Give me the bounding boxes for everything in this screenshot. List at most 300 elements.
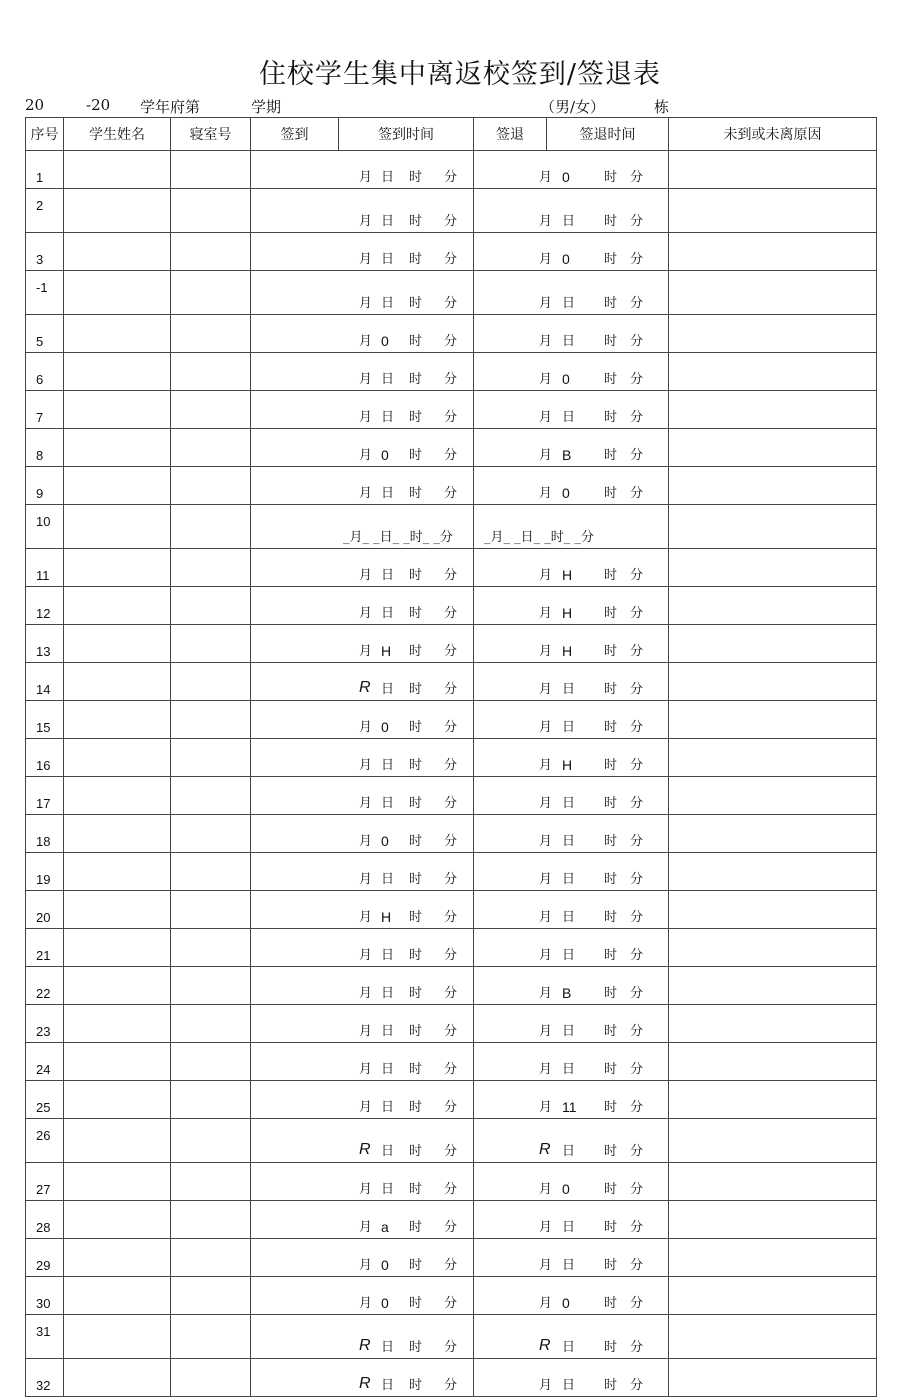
dorm-number-cell[interactable] <box>171 549 251 587</box>
reason-cell[interactable] <box>669 429 877 467</box>
minute-text: 分 <box>444 1258 458 1273</box>
reason-cell[interactable] <box>669 391 877 429</box>
table-row <box>26 967 877 1005</box>
student-name-cell[interactable] <box>64 1201 171 1239</box>
row-seq-cell: 5 <box>26 315 64 353</box>
time-fill-text: _月_ _日_ _时_ _分 <box>343 530 453 545</box>
row-seq-cell: 18 <box>26 815 64 853</box>
student-name-cell[interactable] <box>64 739 171 777</box>
year-start-label: 20 <box>25 96 45 114</box>
hour-text: 时 <box>604 334 618 349</box>
month-text: 月 <box>539 720 553 735</box>
row-seq-cell: 8 <box>26 429 64 467</box>
minute-text: 分 <box>630 606 644 621</box>
row-seq-cell: 23 <box>26 1005 64 1043</box>
reason-cell[interactable] <box>669 233 877 271</box>
academic-year-label: 学年府第 <box>140 98 201 116</box>
hour-text: 时 <box>604 296 618 311</box>
signout-time-cell <box>474 701 669 739</box>
student-name-cell[interactable] <box>64 777 171 815</box>
dorm-number-cell[interactable] <box>171 777 251 815</box>
minute-text: 分 <box>630 758 644 773</box>
day-text: 日 <box>562 948 576 963</box>
day-text: 日 <box>381 1062 395 1077</box>
reason-cell[interactable] <box>669 271 877 315</box>
reason-cell[interactable] <box>669 853 877 891</box>
signin-time-cell <box>251 233 474 271</box>
minute-text: 分 <box>444 1062 458 1077</box>
month-text: R <box>539 1337 551 1354</box>
reason-cell[interactable] <box>669 1005 877 1043</box>
signout-time-cell <box>474 1239 669 1277</box>
col-reason-header: 未到或未离原因 <box>669 118 877 151</box>
reason-cell[interactable] <box>669 353 877 391</box>
student-name-cell[interactable] <box>64 189 171 233</box>
day-text: 0 <box>562 1295 570 1311</box>
student-name-cell[interactable] <box>64 815 171 853</box>
dorm-number-cell[interactable] <box>171 1277 251 1315</box>
hour-text: 时 <box>604 606 618 621</box>
table-row <box>26 1163 877 1201</box>
signout-time-cell <box>474 391 669 429</box>
reason-cell[interactable] <box>669 701 877 739</box>
signin-time-cell <box>251 1119 474 1163</box>
reason-cell[interactable] <box>669 1081 877 1119</box>
student-name-cell[interactable] <box>64 663 171 701</box>
dorm-number-cell[interactable] <box>171 1163 251 1201</box>
minute-text: 分 <box>630 1220 644 1235</box>
student-name-cell[interactable] <box>64 151 171 189</box>
minute-text: 分 <box>630 682 644 697</box>
dorm-number-cell[interactable] <box>171 587 251 625</box>
hour-text: 时 <box>409 948 423 963</box>
hour-text: 时 <box>409 1340 423 1355</box>
row-seq-cell: 7 <box>26 391 64 429</box>
table-row <box>26 271 877 315</box>
student-name-cell[interactable] <box>64 233 171 271</box>
hour-text: 时 <box>409 1100 423 1115</box>
hour-text: 时 <box>604 568 618 583</box>
month-text: 月 <box>359 986 373 1001</box>
month-text: 月 <box>539 296 553 311</box>
hour-text: 时 <box>409 448 423 463</box>
month-text: R <box>359 1375 371 1392</box>
hour-text: 时 <box>409 1258 423 1273</box>
reason-cell[interactable] <box>669 1277 877 1315</box>
table-row <box>26 549 877 587</box>
row-seq-cell: 31 <box>26 1315 64 1359</box>
student-name-cell[interactable] <box>64 505 171 549</box>
signout-time-cell <box>474 587 669 625</box>
minute-text: 分 <box>630 410 644 425</box>
dorm-number-cell[interactable] <box>171 151 251 189</box>
day-text: 日 <box>562 334 576 349</box>
reason-cell[interactable] <box>669 777 877 815</box>
day-text: 日 <box>562 1062 576 1077</box>
reason-cell[interactable] <box>669 967 877 1005</box>
month-text: 月 <box>539 758 553 773</box>
signin-time-cell <box>251 663 474 701</box>
dorm-number-cell[interactable] <box>171 967 251 1005</box>
day-text: 日 <box>562 1340 576 1355</box>
student-name-cell[interactable] <box>64 391 171 429</box>
month-text: 月 <box>539 1182 553 1197</box>
hour-text: 时 <box>604 796 618 811</box>
table-row <box>26 505 877 549</box>
minute-text: 分 <box>630 872 644 887</box>
dorm-number-cell[interactable] <box>171 1043 251 1081</box>
student-name-cell[interactable] <box>64 967 171 1005</box>
hour-text: 时 <box>409 1024 423 1039</box>
month-text: 月 <box>359 1100 373 1115</box>
hour-text: 时 <box>604 720 618 735</box>
signout-time-cell <box>474 271 669 315</box>
student-name-cell[interactable] <box>64 549 171 587</box>
month-text: 月 <box>359 644 373 659</box>
dorm-number-cell[interactable] <box>171 853 251 891</box>
signin-time-cell <box>251 549 474 587</box>
dorm-number-cell[interactable] <box>171 815 251 853</box>
hour-text: 时 <box>604 1340 618 1355</box>
signout-time-cell <box>474 815 669 853</box>
hour-text: 时 <box>409 1296 423 1311</box>
month-text: R <box>359 1141 371 1158</box>
row-seq-cell: 9 <box>26 467 64 505</box>
table-row <box>26 891 877 929</box>
dorm-number-cell[interactable] <box>171 739 251 777</box>
row-seq-cell: 13 <box>26 625 64 663</box>
reason-cell[interactable] <box>669 1119 877 1163</box>
table-row <box>26 701 877 739</box>
hour-text: 时 <box>409 214 423 229</box>
minute-text: 分 <box>630 170 644 185</box>
student-name-cell[interactable] <box>64 315 171 353</box>
table-row <box>26 1239 877 1277</box>
dorm-number-cell[interactable] <box>171 663 251 701</box>
signin-time-cell <box>251 777 474 815</box>
time-fill-text: _月_ _日_ _时_ _分 <box>484 530 594 545</box>
hour-text: 时 <box>604 1062 618 1077</box>
hour-text: 时 <box>409 1220 423 1235</box>
row-seq-cell: 27 <box>26 1163 64 1201</box>
table-row <box>26 1315 877 1359</box>
hour-text: 时 <box>604 448 618 463</box>
signin-time-cell <box>251 587 474 625</box>
reason-cell[interactable] <box>669 1359 877 1397</box>
student-name-cell[interactable] <box>64 271 171 315</box>
dorm-number-cell[interactable] <box>171 1315 251 1359</box>
term-label: 学期 <box>251 98 282 116</box>
table-row <box>26 391 877 429</box>
reason-cell[interactable] <box>669 1043 877 1081</box>
table-row <box>26 853 877 891</box>
signout-time-cell <box>474 1163 669 1201</box>
signin-time-cell <box>251 1201 474 1239</box>
dorm-number-cell[interactable] <box>171 1359 251 1397</box>
hour-text: 时 <box>409 796 423 811</box>
table-row <box>26 467 877 505</box>
table-row <box>26 189 877 233</box>
signin-time-cell <box>251 891 474 929</box>
signout-time-cell <box>474 929 669 967</box>
day-text: H <box>381 643 392 659</box>
day-text: 0 <box>381 1295 389 1311</box>
student-name-cell[interactable] <box>64 891 171 929</box>
month-text: 月 <box>539 568 553 583</box>
signin-time-cell <box>251 315 474 353</box>
signin-time-cell <box>251 391 474 429</box>
dorm-number-cell[interactable] <box>171 315 251 353</box>
row-seq-cell: 24 <box>26 1043 64 1081</box>
student-name-cell[interactable] <box>64 1005 171 1043</box>
signin-time-cell <box>251 701 474 739</box>
signout-time-cell <box>474 1277 669 1315</box>
table-row <box>26 1119 877 1163</box>
month-text: 月 <box>359 372 373 387</box>
minute-text: 分 <box>444 758 458 773</box>
hour-text: 时 <box>604 758 618 773</box>
day-text: 日 <box>381 1100 395 1115</box>
minute-text: 分 <box>630 1378 644 1393</box>
reason-cell[interactable] <box>669 815 877 853</box>
reason-cell[interactable] <box>669 587 877 625</box>
hour-text: 时 <box>604 644 618 659</box>
row-seq-cell: 28 <box>26 1201 64 1239</box>
table-row <box>26 1081 877 1119</box>
table-row <box>26 315 877 353</box>
student-name-cell[interactable] <box>64 1277 171 1315</box>
reason-cell[interactable] <box>669 505 877 549</box>
student-name-cell[interactable] <box>64 701 171 739</box>
month-text: 月 <box>359 448 373 463</box>
minute-text: 分 <box>630 252 644 267</box>
day-text: 0 <box>381 447 389 463</box>
reason-cell[interactable] <box>669 891 877 929</box>
day-text: 日 <box>562 720 576 735</box>
table-row <box>26 587 877 625</box>
day-text: B <box>562 985 572 1001</box>
dorm-number-cell[interactable] <box>171 353 251 391</box>
student-name-cell[interactable] <box>64 1163 171 1201</box>
col-name-header: 学生姓名 <box>64 118 171 151</box>
day-text: 日 <box>381 1024 395 1039</box>
reason-cell[interactable] <box>669 663 877 701</box>
minute-text: 分 <box>444 644 458 659</box>
dorm-number-cell[interactable] <box>171 1081 251 1119</box>
row-seq-cell: 6 <box>26 353 64 391</box>
signout-time-cell <box>474 625 669 663</box>
hour-text: 时 <box>604 682 618 697</box>
hour-text: 时 <box>604 1220 618 1235</box>
minute-text: 分 <box>630 986 644 1001</box>
day-text: 日 <box>562 910 576 925</box>
day-text: 0 <box>562 169 570 185</box>
student-name-cell[interactable] <box>64 853 171 891</box>
student-name-cell[interactable] <box>64 1119 171 1163</box>
dorm-number-cell[interactable] <box>171 929 251 967</box>
hour-text: 时 <box>409 644 423 659</box>
dorm-number-cell[interactable] <box>171 1119 251 1163</box>
month-text: 月 <box>359 214 373 229</box>
minute-text: 分 <box>444 986 458 1001</box>
hour-text: 时 <box>409 606 423 621</box>
hour-text: 时 <box>409 334 423 349</box>
dorm-number-cell[interactable] <box>171 429 251 467</box>
day-text: 日 <box>562 214 576 229</box>
header-row <box>26 118 877 151</box>
month-text: 月 <box>359 1258 373 1273</box>
dorm-number-cell[interactable] <box>171 391 251 429</box>
reason-cell[interactable] <box>669 189 877 233</box>
signin-time-cell <box>251 271 474 315</box>
month-text: 月 <box>359 720 373 735</box>
col-dorm-header: 寝室号 <box>171 118 251 151</box>
signin-time-cell <box>251 1239 474 1277</box>
dorm-number-cell[interactable] <box>171 467 251 505</box>
dorm-number-cell[interactable] <box>171 189 251 233</box>
month-text: 月 <box>539 644 553 659</box>
hour-text: 时 <box>604 1258 618 1273</box>
student-name-cell[interactable] <box>64 587 171 625</box>
month-text: 月 <box>539 486 553 501</box>
minute-text: 分 <box>630 948 644 963</box>
row-seq-cell: 2 <box>26 189 64 233</box>
row-seq-cell: 32 <box>26 1359 64 1397</box>
dorm-number-cell[interactable] <box>171 271 251 315</box>
minute-text: 分 <box>444 170 458 185</box>
day-text: 0 <box>381 833 389 849</box>
hour-text: 时 <box>409 834 423 849</box>
reason-cell[interactable] <box>669 315 877 353</box>
table-row <box>26 815 877 853</box>
month-text: 月 <box>359 410 373 425</box>
reason-cell[interactable] <box>669 739 877 777</box>
reason-cell[interactable] <box>669 625 877 663</box>
dorm-number-cell[interactable] <box>171 1005 251 1043</box>
month-text: 月 <box>359 948 373 963</box>
minute-text: 分 <box>444 1340 458 1355</box>
day-text: 日 <box>381 1144 395 1159</box>
signin-time-cell <box>251 1359 474 1397</box>
dorm-number-cell[interactable] <box>171 233 251 271</box>
day-text: 日 <box>381 410 395 425</box>
student-name-cell[interactable] <box>64 1359 171 1397</box>
day-text: 日 <box>381 606 395 621</box>
row-seq-cell: 16 <box>26 739 64 777</box>
reason-cell[interactable] <box>669 1315 877 1359</box>
month-text: 月 <box>359 1062 373 1077</box>
minute-text: 分 <box>630 834 644 849</box>
day-text: H <box>562 757 573 773</box>
dorm-number-cell[interactable] <box>171 505 251 549</box>
minute-text: 分 <box>444 910 458 925</box>
day-text: 0 <box>381 333 389 349</box>
signout-time-cell <box>474 429 669 467</box>
month-text: 月 <box>539 986 553 1001</box>
signin-time-cell <box>251 429 474 467</box>
student-name-cell[interactable] <box>64 1239 171 1277</box>
minute-text: 分 <box>630 214 644 229</box>
student-name-cell[interactable] <box>64 429 171 467</box>
student-name-cell[interactable] <box>64 467 171 505</box>
minute-text: 分 <box>444 1220 458 1235</box>
student-name-cell[interactable] <box>64 929 171 967</box>
month-text: 月 <box>539 834 553 849</box>
student-name-cell[interactable] <box>64 1315 171 1359</box>
hour-text: 时 <box>604 1100 618 1115</box>
dorm-number-cell[interactable] <box>171 1201 251 1239</box>
dorm-number-cell[interactable] <box>171 891 251 929</box>
day-text: 日 <box>381 372 395 387</box>
signin-time-cell <box>251 1043 474 1081</box>
day-text: H <box>562 567 573 583</box>
signout-time-cell <box>474 1081 669 1119</box>
student-name-cell[interactable] <box>64 353 171 391</box>
month-text: 月 <box>359 1024 373 1039</box>
signout-time-cell <box>474 505 669 549</box>
signout-time-cell <box>474 467 669 505</box>
signin-time-cell <box>251 1163 474 1201</box>
month-text: 月 <box>359 170 373 185</box>
month-text: 月 <box>539 170 553 185</box>
reason-cell[interactable] <box>669 1239 877 1277</box>
day-text: 日 <box>562 872 576 887</box>
day-text: H <box>562 605 573 621</box>
hour-text: 时 <box>409 758 423 773</box>
building-label: 栋 <box>654 98 670 116</box>
dorm-number-cell[interactable] <box>171 1239 251 1277</box>
minute-text: 分 <box>444 486 458 501</box>
dorm-number-cell[interactable] <box>171 701 251 739</box>
reason-cell[interactable] <box>669 929 877 967</box>
hour-text: 时 <box>604 1378 618 1393</box>
signout-time-cell <box>474 1119 669 1163</box>
reason-cell[interactable] <box>669 1201 877 1239</box>
hour-text: 时 <box>604 1144 618 1159</box>
student-name-cell[interactable] <box>64 1043 171 1081</box>
month-text: 月 <box>539 1024 553 1039</box>
reason-cell[interactable] <box>669 467 877 505</box>
signout-time-cell <box>474 739 669 777</box>
hour-text: 时 <box>604 1296 618 1311</box>
student-name-cell[interactable] <box>64 625 171 663</box>
minute-text: 分 <box>444 296 458 311</box>
dorm-number-cell[interactable] <box>171 625 251 663</box>
signin-time-cell <box>251 467 474 505</box>
month-text: 月 <box>359 486 373 501</box>
col-seq-header: 序号 <box>26 118 64 151</box>
reason-cell[interactable] <box>669 1163 877 1201</box>
student-name-cell[interactable] <box>64 1081 171 1119</box>
signin-time-cell <box>251 739 474 777</box>
minute-text: 分 <box>444 410 458 425</box>
signin-time-cell <box>251 1277 474 1315</box>
reason-cell[interactable] <box>669 151 877 189</box>
day-text: H <box>381 909 392 925</box>
signout-time-cell <box>474 891 669 929</box>
hour-text: 时 <box>409 372 423 387</box>
minute-text: 分 <box>444 1296 458 1311</box>
minute-text: 分 <box>630 720 644 735</box>
minute-text: 分 <box>630 1258 644 1273</box>
minute-text: 分 <box>444 1100 458 1115</box>
reason-cell[interactable] <box>669 549 877 587</box>
month-text: 月 <box>359 1296 373 1311</box>
minute-text: 分 <box>630 1062 644 1077</box>
minute-text: 分 <box>444 796 458 811</box>
month-text: R <box>359 1337 371 1354</box>
minute-text: 分 <box>630 334 644 349</box>
